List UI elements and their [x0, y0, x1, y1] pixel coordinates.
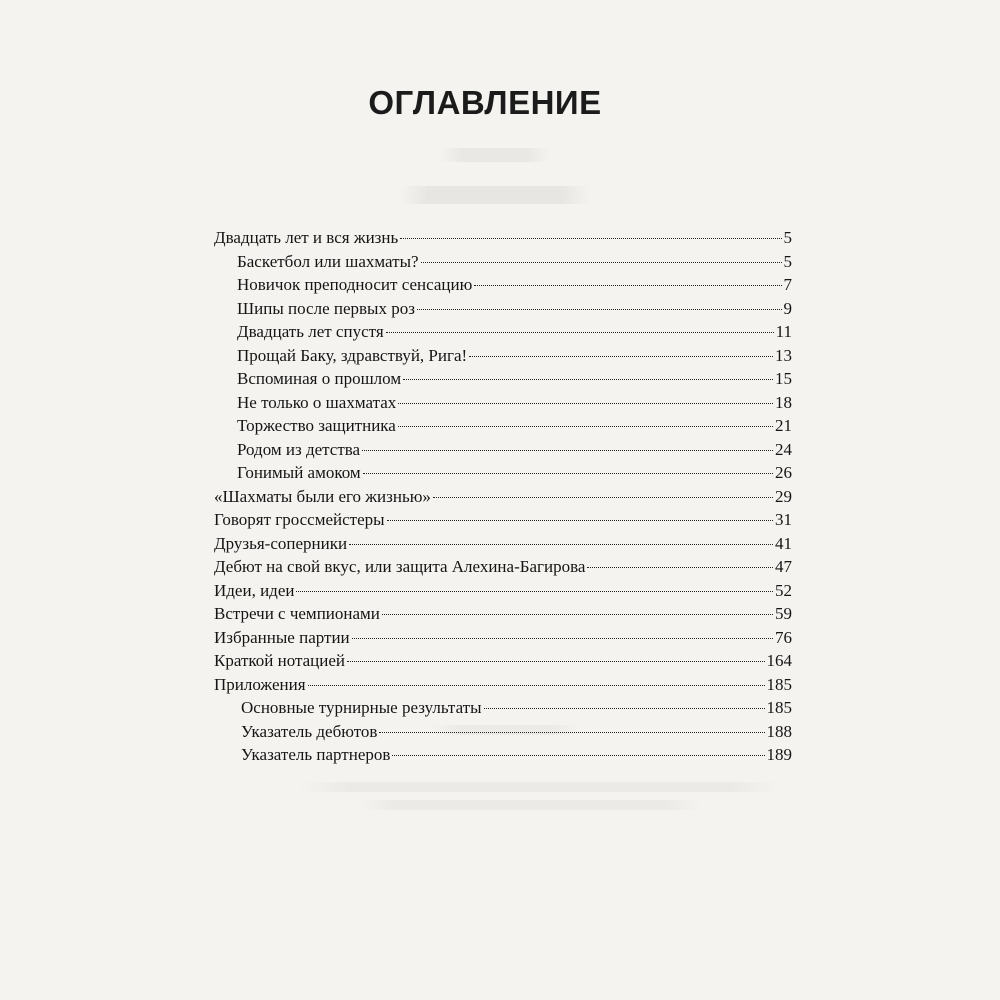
toc-page-number: 15 [775, 369, 792, 388]
toc-page-number: 7 [783, 275, 792, 294]
dot-leader [417, 309, 782, 310]
toc-entry-title: Идеи, идеи [214, 580, 295, 600]
toc-entry-title: Торжество защитника [237, 416, 396, 435]
dot-leader [379, 732, 764, 733]
toc-entry-title: Новичок преподносит сенсацию [237, 275, 473, 294]
dot-leader [347, 661, 764, 662]
toc-page-number: 188 [766, 721, 792, 741]
toc-page-number: 185 [766, 698, 792, 717]
toc-entry [214, 508, 792, 532]
toc-entry [214, 555, 792, 579]
toc-entry-title: Встречи с чемпионами [214, 604, 380, 623]
dot-leader [484, 708, 765, 709]
toc-entry [214, 696, 792, 720]
dot-leader [398, 403, 773, 404]
dot-leader [387, 520, 773, 521]
toc-page-number: 21 [775, 416, 792, 435]
toc-entry-title: Указатель дебютов [241, 721, 378, 741]
toc-page-number: 164 [766, 651, 792, 670]
toc-entry-title: Баскетбол или шахматы? [237, 251, 419, 271]
toc-page-number: 5 [783, 228, 792, 247]
dot-leader [400, 238, 781, 239]
toc-entry-title: Избранные партии [214, 627, 350, 647]
toc-entry-title: Указатель партнеров [241, 745, 391, 764]
show-through-text [360, 800, 700, 810]
toc-page-number: 26 [775, 463, 792, 482]
toc-entry-title: Прощай Баку, здравствуй, Рига! [237, 345, 468, 365]
show-through-text [400, 186, 590, 204]
toc-entry [214, 485, 792, 509]
dot-leader [398, 426, 773, 427]
toc-page-number: 59 [775, 604, 792, 623]
dot-leader [433, 497, 773, 498]
toc-entry [214, 743, 792, 767]
toc-page-number: 9 [783, 298, 792, 318]
dot-leader [363, 473, 773, 474]
dot-leader [349, 544, 773, 545]
toc-page-number: 29 [775, 486, 792, 506]
toc-entry [214, 649, 792, 673]
toc-entry-title: Двадцать лет спустя [237, 322, 384, 341]
toc-entry-title: Вспоминая о прошлом [237, 369, 402, 388]
toc-entry-title: Друзья-соперники [214, 533, 348, 553]
toc-entry [214, 461, 792, 485]
toc-entry [214, 673, 792, 697]
toc-page-number: 47 [775, 557, 792, 576]
dot-leader [474, 285, 781, 286]
toc-entry-title: Родом из детства [237, 439, 361, 459]
toc-entry [214, 720, 792, 744]
toc-entry [214, 226, 792, 250]
toc-page-number: 189 [766, 745, 792, 764]
toc-entry-title: Дебют на свой вкус, или защита Алехина-Багирова [214, 557, 586, 576]
toc-entry [214, 532, 792, 556]
toc-entry [214, 438, 792, 462]
toc-page-number: 11 [775, 322, 792, 341]
dot-leader [421, 262, 782, 263]
toc-entry [214, 414, 792, 438]
toc-entry [214, 273, 792, 297]
dot-leader [403, 379, 773, 380]
toc-page-number: 18 [775, 392, 792, 412]
toc-entry [214, 367, 792, 391]
toc-entry-title: Говорят гроссмейстеры [214, 510, 385, 529]
dot-leader [308, 685, 765, 686]
dot-leader [296, 591, 773, 592]
toc-entry [214, 250, 792, 274]
dot-leader [386, 332, 774, 333]
toc-entry-title: Приложения [214, 674, 306, 694]
dot-leader [469, 356, 773, 357]
toc-entry [214, 297, 792, 321]
toc-entry-title: Не только о шахматах [237, 392, 397, 412]
page-title: ОГЛАВЛЕНИЕ [368, 84, 602, 121]
toc-page-number: 52 [775, 580, 792, 600]
toc-entry [214, 626, 792, 650]
toc-entry-title: Основные турнирные результаты [241, 698, 482, 717]
toc-entry-title: Двадцать лет и вся жизнь [214, 228, 399, 247]
table-of-contents [214, 226, 792, 767]
dot-leader [352, 638, 773, 639]
toc-page-number: 76 [775, 627, 792, 647]
toc-entry [214, 320, 792, 344]
toc-entry [214, 602, 792, 626]
toc-page-number: 5 [783, 251, 792, 271]
toc-entry-title: «Шахматы были его жизнью» [214, 486, 431, 506]
dot-leader [587, 567, 773, 568]
show-through-text [440, 148, 550, 162]
dot-leader [362, 450, 773, 451]
toc-page-number: 41 [775, 533, 792, 553]
toc-page-number: 13 [775, 345, 792, 365]
dot-leader [392, 755, 764, 756]
toc-entry [214, 391, 792, 415]
toc-entry-title: Гонимый амоком [237, 463, 361, 482]
toc-entry [214, 344, 792, 368]
toc-entry-title: Шипы после первых роз [237, 298, 415, 318]
toc-entry [214, 579, 792, 603]
toc-page-number: 24 [775, 439, 792, 459]
toc-page-number: 31 [775, 510, 792, 529]
toc-entry-title: Краткой нотацией [214, 651, 346, 670]
dot-leader [382, 614, 773, 615]
show-through-text [300, 782, 780, 792]
toc-page-number: 185 [766, 674, 792, 694]
